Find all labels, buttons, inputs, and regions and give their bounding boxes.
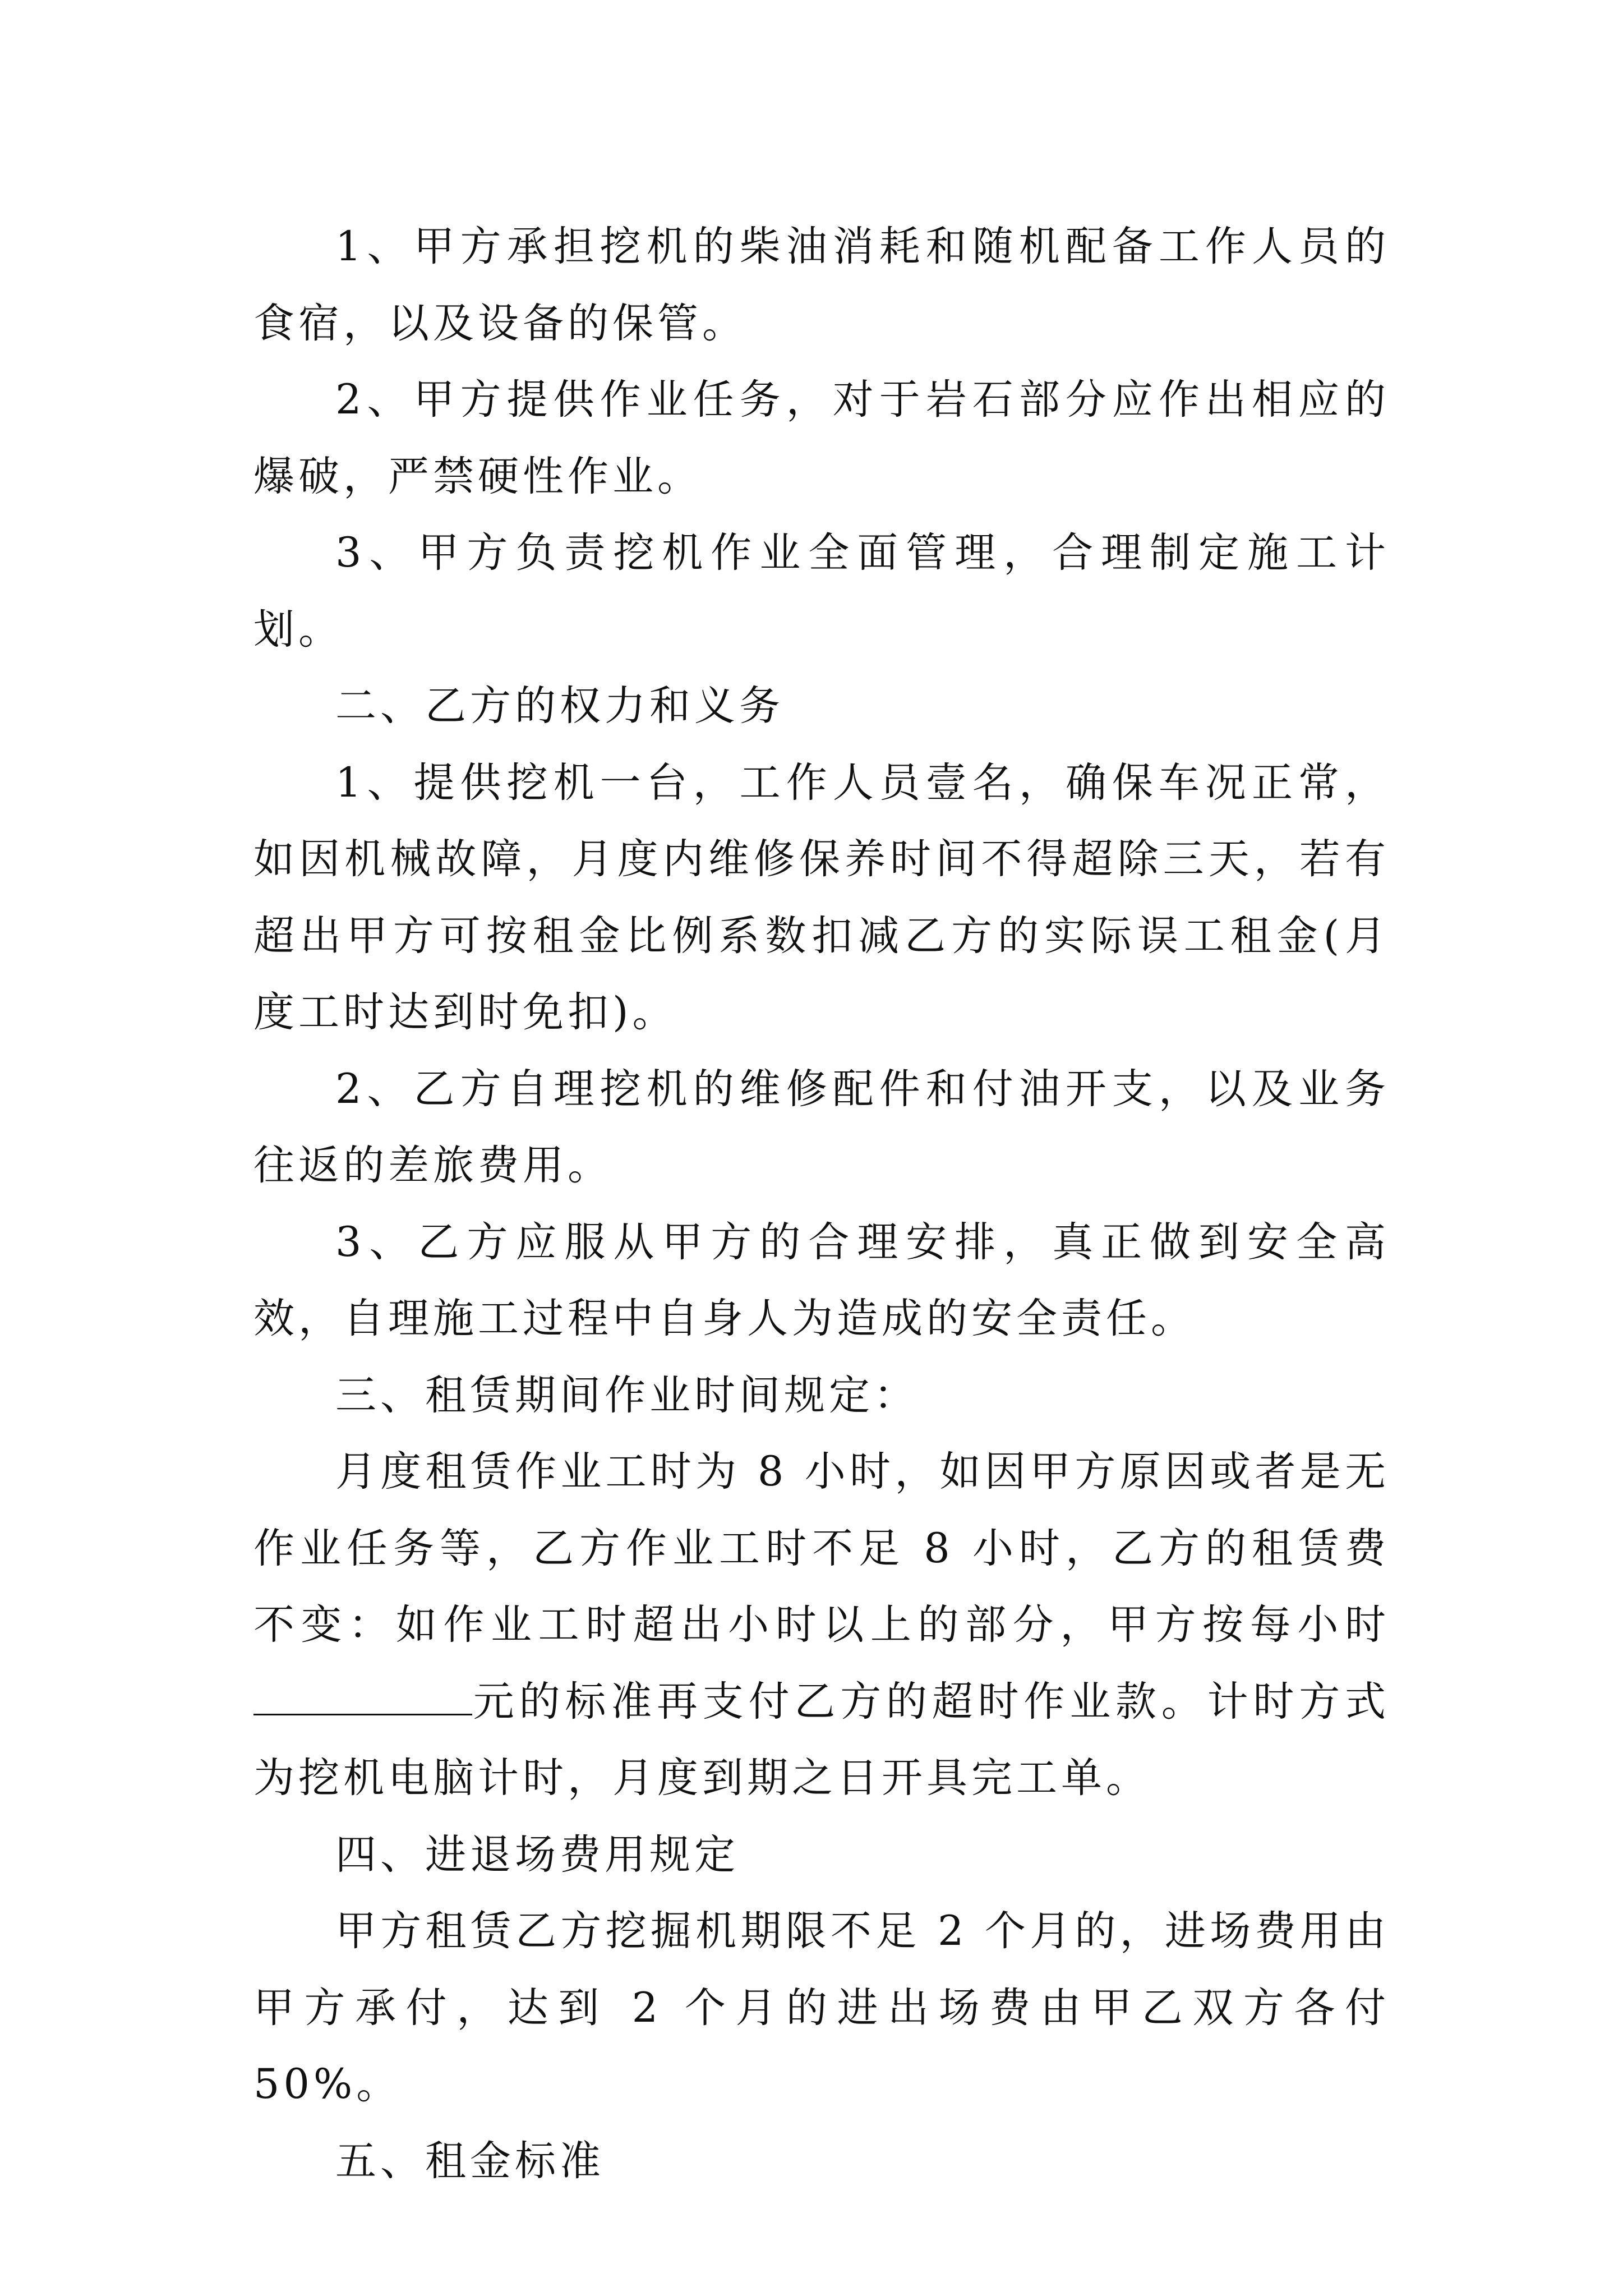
paragraph-party-a-duty-3: 3、甲方负责挖机作业全面管理，合理制定施工计划。 (253, 529, 1390, 654)
paragraph-party-b-duty-2: 2、乙方自理挖机的维修配件和付油开支，以及业务往返的差旅费用。 (253, 1065, 1390, 1189)
section-heading-party-b: 二、乙方的权力和义务 (335, 682, 784, 730)
paragraph-party-a-duty-1: 1、甲方承担挖机的柴油消耗和随机配备工作人员的食宿，以及设备的保管。 (253, 223, 1390, 347)
paragraph-entry-exit-fees: 甲方租赁乙方挖掘机期限不足 2 个月的，进场费用由甲方承付，达到 2 个月的进出场费由甲乙双方各付 50%。 (253, 1907, 1390, 2108)
overtime-rate-blank (253, 1680, 472, 1715)
section-heading-entry-exit-fees: 四、进退场费用规定 (335, 1830, 739, 1879)
section-heading-rent-standard: 五、租金标准 (335, 2137, 605, 2185)
section-heading-work-hours: 三、租赁期间作业时间规定： (335, 1371, 919, 1419)
paragraph-work-hours (253, 1434, 1390, 1817)
work-hours-text-continued: 元的标准再支付乙方的超时作业款。计时方式为挖机电脑计时，月度到期之日开具完工单。 (253, 1677, 1390, 1802)
paragraph-party-a-duty-2: 2、甲方提供作业任务，对于岩石部分应作出相应的爆破，严禁硬性作业。 (253, 376, 1390, 500)
work-hours-text: 月度租赁作业工时为 8 小时，如因甲方原因或者是无作业任务等，乙方作业工时不足 8 小时，乙方的租赁费不变：如作业工时超出小时以上的部分，甲方按每小时 (253, 1448, 1390, 1649)
paragraph-party-b-duty-1: 1、提供挖机一台，工作人员壹名，确保车况正常，如因机械故障，月度内维修保养时间不得超除三天，若有超出甲方可按租金比例系数扣减乙方的实际误工租金(月度工时达到时免扣)。 (253, 758, 1390, 1036)
paragraph-party-b-duty-3: 3、乙方应服从甲方的合理安排，真正做到安全高效，自理施工过程中自身人为造成的安全责任。 (253, 1218, 1390, 1342)
document-body (253, 209, 1390, 2200)
